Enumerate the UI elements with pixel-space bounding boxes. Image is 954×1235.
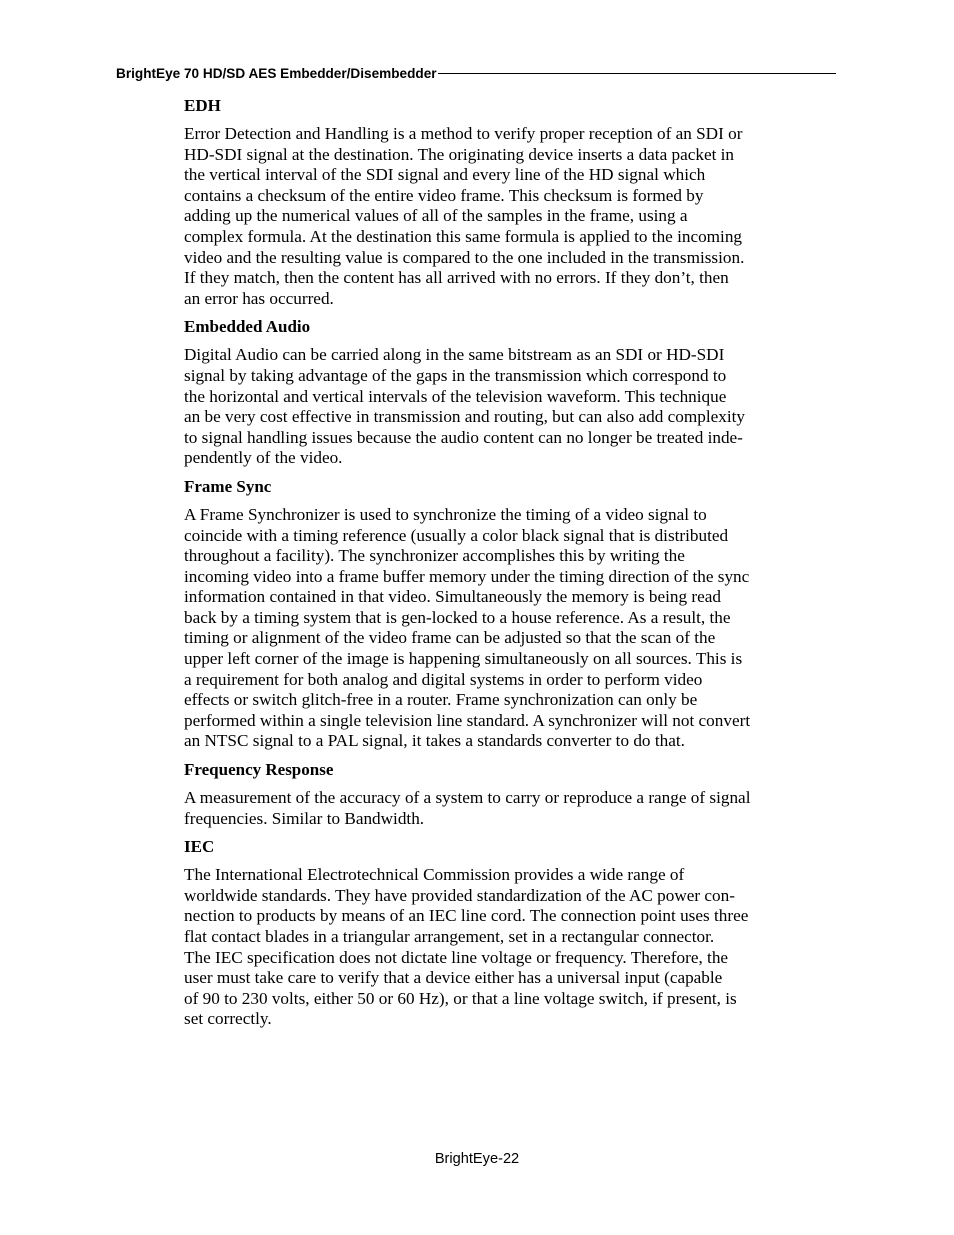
text-line: A Frame Synchronizer is used to synchronize the timing of a video signal to — [184, 504, 707, 524]
text-line: signal by taking advantage of the gaps in the transmission which correspond to — [184, 365, 727, 385]
text-line: The International Electrotechnical Commission provides a wide range of — [184, 865, 685, 885]
section-iec — [184, 837, 844, 1030]
text-line: Error Detection and Handling is a method to verify proper reception of an SDI or — [184, 124, 743, 143]
text-line: the horizontal and vertical intervals of the television waveform. This technique — [184, 386, 727, 406]
text-line: user must take care to verify that a device either has a universal input (capable — [184, 968, 723, 988]
text-line: throughout a facility). The synchronizer accomplishes this by writing the — [184, 546, 685, 566]
text-line: frequencies. Similar to Bandwidth. — [184, 808, 425, 828]
section-heading: IEC — [184, 837, 215, 857]
text-line: back by a timing system that is gen-locked to a house reference. As a result, the — [184, 607, 731, 627]
section-body — [184, 788, 844, 829]
section-heading: Frame Sync — [184, 476, 272, 496]
text-line: upper left corner of the image is happening simultaneously on all sources. This is — [184, 649, 743, 669]
page-number: BrightEye-22 — [434, 1151, 520, 1167]
section-frequency-response — [184, 760, 844, 829]
section-heading: EDH — [184, 96, 221, 115]
running-header — [116, 63, 836, 83]
text-line: incoming video into a frame buffer memory under the timing direction of the sync — [184, 566, 750, 586]
section-body — [184, 505, 844, 752]
text-line: information contained in that video. Simultaneously the memory is being read — [184, 587, 721, 607]
text-line: effects or switch glitch-free in a router. Frame synchronization can only be — [184, 690, 698, 710]
header-rule — [438, 73, 836, 74]
text-line: coincide with a timing reference (usually a color black signal that is distributed — [184, 525, 729, 545]
text-line: nection to products by means of an IEC line cord. The connection point uses three — [184, 906, 749, 926]
section-body — [184, 865, 844, 1030]
text-line: Digital Audio can be carried along in the same bitstream as an SDI or HD-SDI — [184, 345, 725, 365]
section-embedded-audio — [184, 317, 844, 469]
glossary-content — [184, 96, 844, 1038]
text-line: complex formula. At the destination this same formula is applied to the incoming — [184, 226, 743, 246]
text-line: to signal handling issues because the audio content can no longer be treated inde- — [184, 427, 743, 447]
text-line: a requirement for both analog and digital systems in order to perform video — [184, 669, 703, 689]
section-body — [184, 345, 844, 469]
text-line: worldwide standards. They have provided standardization of the AC power con- — [184, 885, 735, 905]
text-line: video and the resulting value is compared to the one included in the transmission. — [184, 247, 745, 267]
text-line: flat contact blades in a triangular arrangement, set in a rectangular connector. — [184, 927, 715, 946]
text-line: timing or alignment of the video frame can be adjusted so that the scan of the — [184, 628, 716, 648]
text-line: contains a checksum of the entire video frame. This checksum is formed by — [184, 185, 704, 205]
text-line: If they match, then the content has all arrived with no errors. If they don’t, then — [184, 268, 729, 288]
section-frame-sync — [184, 477, 844, 752]
text-line: an NTSC signal to a PAL signal, it takes a standards converter to do that. — [184, 731, 685, 751]
document-title: BrightEye 70 HD/SD AES Embedder/Disembedder — [116, 65, 437, 81]
section-heading: Frequency Response — [184, 760, 334, 780]
text-line: The IEC specification does not dictate line voltage or frequency. Therefore, the — [184, 947, 729, 967]
text-line: set correctly. — [184, 1009, 272, 1029]
text-line: an be very cost effective in transmission and routing, but can also add complexity — [184, 407, 745, 427]
section-body — [184, 124, 844, 309]
text-line: performed within a single television line standard. A synchronizer will not convert — [184, 710, 751, 730]
text-line: adding up the numerical values of all of the samples in the frame, using a — [184, 206, 688, 226]
text-line: HD-SDI signal at the destination. The originating device inserts a data packet in — [184, 144, 735, 164]
text-line: the vertical interval of the SDI signal and every line of the HD signal which — [184, 165, 706, 185]
text-line: of 90 to 230 volts, either 50 or 60 Hz), or that a line voltage switch, if present, is — [184, 988, 737, 1008]
section-edh — [184, 96, 844, 309]
text-line: an error has occurred. — [184, 288, 334, 308]
section-heading: Embedded Audio — [184, 317, 311, 337]
text-line: pendently of the video. — [184, 448, 343, 468]
text-line: A measurement of the accuracy of a system to carry or reproduce a range of signal — [184, 788, 751, 808]
